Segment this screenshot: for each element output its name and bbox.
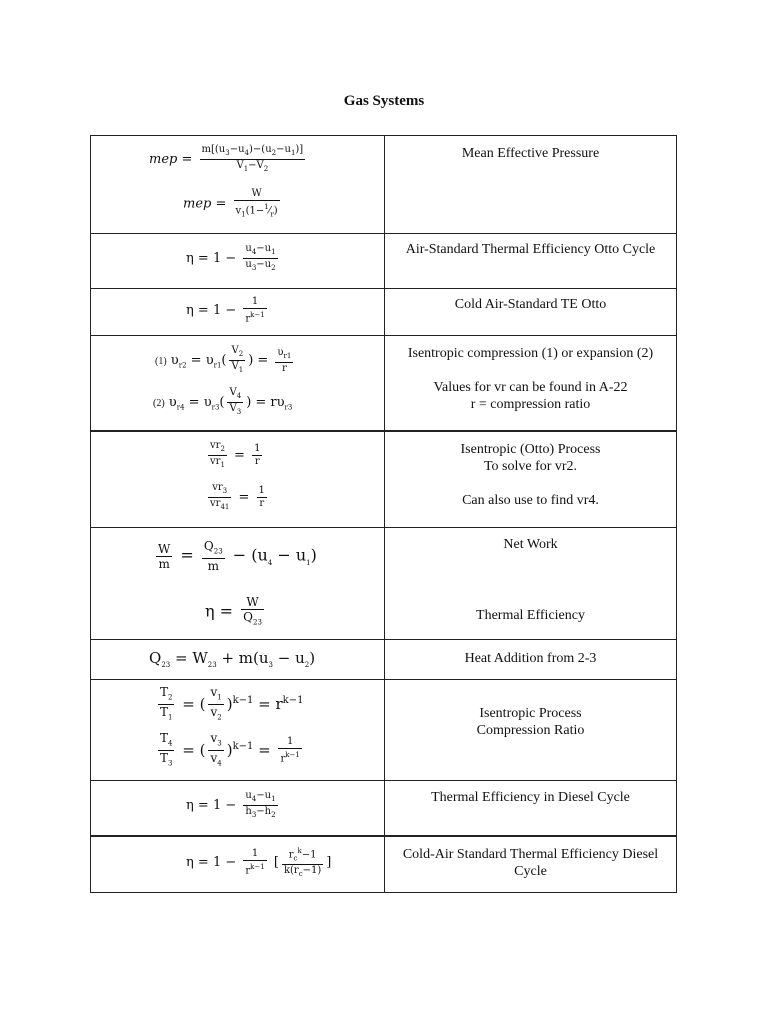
description-net-work bbox=[385, 527, 676, 639]
description-line: Cold Air-Standard TE Otto bbox=[454, 297, 607, 312]
description-line: Cycle bbox=[514, 864, 547, 879]
description-line: Air-Standard Thermal Efficiency Otto Cycle bbox=[405, 242, 656, 257]
table-row-cold-otto bbox=[91, 288, 676, 336]
formula-otto-process: $\frac{vr_2}{vr_1}$ = $\frac{1}{r}$ $\frac{vr_3}{vr_{41}}$ = $\frac{1}{r}$ bbox=[210, 440, 265, 511]
formula-isentropic-vr: (1) $\upsilon_{r2} = \upsilon_{r1}$( $\frac{V_2}{V_1}$ ) = $\frac{\upsilon_{r1}}{r}$ (2) $\upsilon_{r4} = \upsilon_{r3}$( $\frac{V_4}{V_3}$ ) = $r\upsilon_{r3}$ bbox=[153, 345, 293, 416]
formula-otto-efficiency: η = 1 − $\frac{u_4-u_1}{u_3-u_2}$ bbox=[186, 243, 276, 272]
description-line: Cold-Air Standard Thermal Efficiency Diesel bbox=[402, 847, 659, 862]
table-row-cold-diesel bbox=[91, 837, 676, 892]
description-line: Values for vr can be found in A-22 bbox=[433, 380, 628, 395]
formula-net-work: $\frac{W}{m}$ = $\frac{Q_{23}}{m}$ − $(u_4 - u_1)$ η = $\frac{W}{Q_{23}}$ bbox=[91, 527, 384, 639]
table-row-mep bbox=[91, 136, 676, 234]
formula-cold-otto: η = 1 − $\frac{1}{r^{k-1}}$ bbox=[186, 296, 265, 325]
description-line: Isentropic (Otto) Process bbox=[460, 442, 601, 457]
table-row-otto-efficiency bbox=[91, 233, 676, 289]
description-mep bbox=[385, 136, 676, 233]
description-line: Mean Effective Pressure bbox=[461, 146, 600, 161]
formula-mep: mep = $\frac{m[(u_3-u_4)-(u_2-u_1)]}{V_1-V_2}$ mep = $\frac{W}{v_1(1-^1⁄_r)}$ bbox=[149, 144, 304, 219]
description-line: r = compression ratio bbox=[470, 397, 591, 412]
formula-isentropic-ratio: $\frac{T_2}{T_1}$ = ( $\frac{v_1}{v_2}$ )$^{k-1} = r^{k-1}$ $\frac{T_4}{T_3}$ = ( $\frac{v_3}{v_4}$ )$^{k-1}$ = $\frac{1}{r^{k-1}}$ bbox=[91, 679, 384, 780]
description-cold-diesel bbox=[385, 837, 676, 892]
description-otto-process bbox=[385, 432, 676, 527]
table-row-diesel-efficiency bbox=[91, 780, 676, 837]
description-line: Can also use to find vr4. bbox=[462, 493, 599, 508]
table-row-heat-addition bbox=[91, 639, 676, 680]
description-line: Compression Ratio bbox=[476, 723, 585, 738]
formula-heat-addition: $Q_{23} = W_{23} + m(u_3 - u_2)$ bbox=[149, 649, 316, 669]
table-row-net-work bbox=[91, 527, 676, 640]
formula-table bbox=[90, 135, 677, 893]
description-otto-efficiency bbox=[385, 233, 676, 288]
formula-cold-diesel: η = 1 − $\frac{1}{r^{k-1}}$ [ $\frac{r_c^k-1}{k(r_c-1)}$ ] bbox=[186, 847, 332, 879]
formula-diesel-efficiency: η = 1 − $\frac{u_4-u_1}{h_3-h_2}$ bbox=[186, 790, 276, 819]
table-row-isentropic-vr bbox=[91, 335, 676, 432]
description-cold-otto bbox=[385, 288, 676, 335]
description-line: Isentropic Process bbox=[479, 706, 582, 721]
description-line: Net Work bbox=[503, 537, 558, 552]
page-title: Gas Systems bbox=[343, 93, 425, 109]
table-row-otto-process bbox=[91, 432, 676, 528]
description-line: Thermal Efficiency in Diesel Cycle bbox=[431, 790, 630, 805]
description-diesel-efficiency bbox=[385, 780, 676, 835]
description-isentropic-vr bbox=[385, 335, 676, 430]
description-line: Thermal Efficiency bbox=[476, 608, 585, 623]
description-isentropic-ratio bbox=[385, 679, 676, 780]
description-line: To solve for vr2. bbox=[483, 459, 578, 474]
description-heat-addition bbox=[385, 639, 676, 679]
description-line: Heat Addition from 2-3 bbox=[464, 651, 597, 666]
table-row-isentropic-ratio bbox=[91, 679, 676, 781]
description-line: Isentropic compression (1) or expansion (2) bbox=[407, 346, 654, 361]
